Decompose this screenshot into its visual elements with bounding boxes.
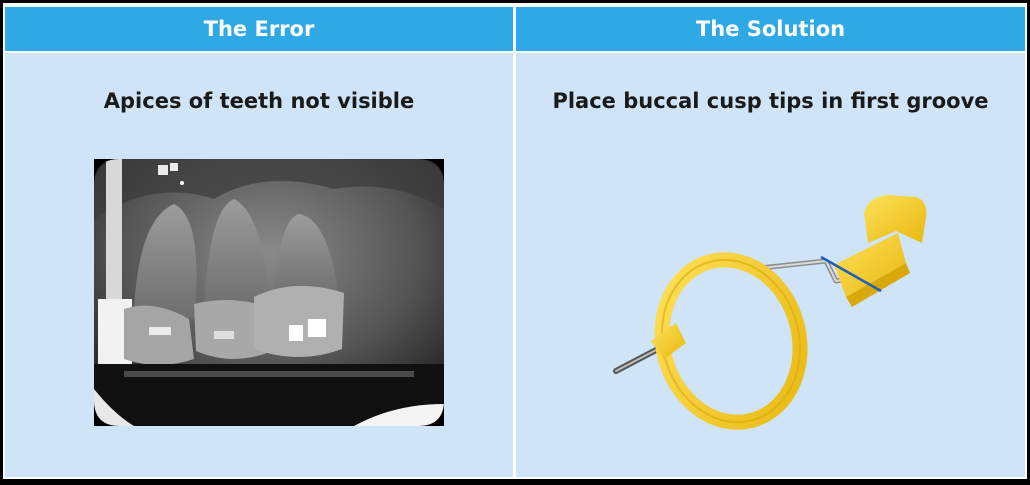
film-holder-device-image bbox=[606, 193, 936, 443]
error-header bbox=[5, 7, 513, 51]
dental-xray-image bbox=[94, 159, 444, 426]
xray-graphic bbox=[94, 159, 444, 426]
error-caption: Apices of teeth not visible bbox=[103, 89, 415, 113]
solution-header bbox=[516, 7, 1025, 51]
error-cell bbox=[5, 53, 513, 477]
comparison-table bbox=[3, 3, 1027, 479]
solution-caption: Place buccal cusp tips in first groove bbox=[552, 89, 989, 113]
solution-header-label: The Solution bbox=[695, 17, 846, 41]
solution-cell bbox=[516, 53, 1025, 477]
film-holder-graphic bbox=[606, 193, 936, 443]
error-header-label: The Error bbox=[203, 17, 315, 41]
